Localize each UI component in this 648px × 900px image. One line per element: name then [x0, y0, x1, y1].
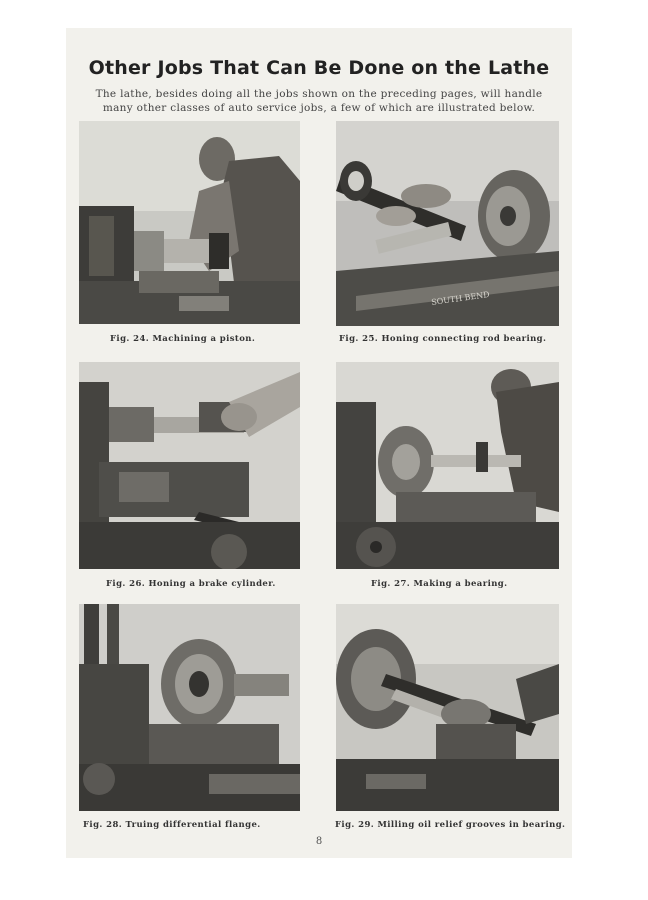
lathe-bed-engraving: SOUTH BEND — [430, 289, 491, 308]
intro-line-1: The lathe, besides doing all the jobs shown on the preceding pages, will handle — [95, 88, 543, 100]
truing-differential-flange-image — [79, 604, 300, 811]
honing-brake-cylinder-image — [79, 362, 300, 569]
figure-25-photo — [336, 121, 559, 326]
figure-25-caption: Fig. 25. Honing connecting rod bearing. — [339, 334, 547, 344]
milling-oil-grooves-image — [336, 604, 559, 811]
page — [66, 28, 572, 858]
page-title: Other Jobs That Can Be Done on the Lathe — [88, 57, 550, 79]
figure-26-photo — [79, 362, 300, 569]
figure-27-photo — [336, 362, 559, 569]
figure-27-caption: Fig. 27. Making a bearing. — [371, 579, 508, 589]
figure-29-caption: Fig. 29. Milling oil relief grooves in bearing. — [335, 820, 566, 830]
machining-piston-image — [79, 121, 300, 324]
making-bearing-image — [336, 362, 559, 569]
figure-24-photo — [79, 121, 300, 324]
intro-line-2: many other classes of auto service jobs, a few of which are illustrated below. — [102, 102, 536, 114]
figure-28-caption: Fig. 28. Truing differential flange. — [83, 820, 261, 830]
honing-connecting-rod-image — [336, 121, 559, 326]
figure-29-photo — [336, 604, 559, 811]
intro-text — [76, 87, 562, 115]
figure-28-photo — [79, 604, 300, 811]
figure-26-caption: Fig. 26. Honing a brake cylinder. — [106, 579, 276, 589]
page-number: 8 — [315, 836, 323, 847]
figure-24-caption: Fig. 24. Machining a piston. — [110, 334, 256, 344]
